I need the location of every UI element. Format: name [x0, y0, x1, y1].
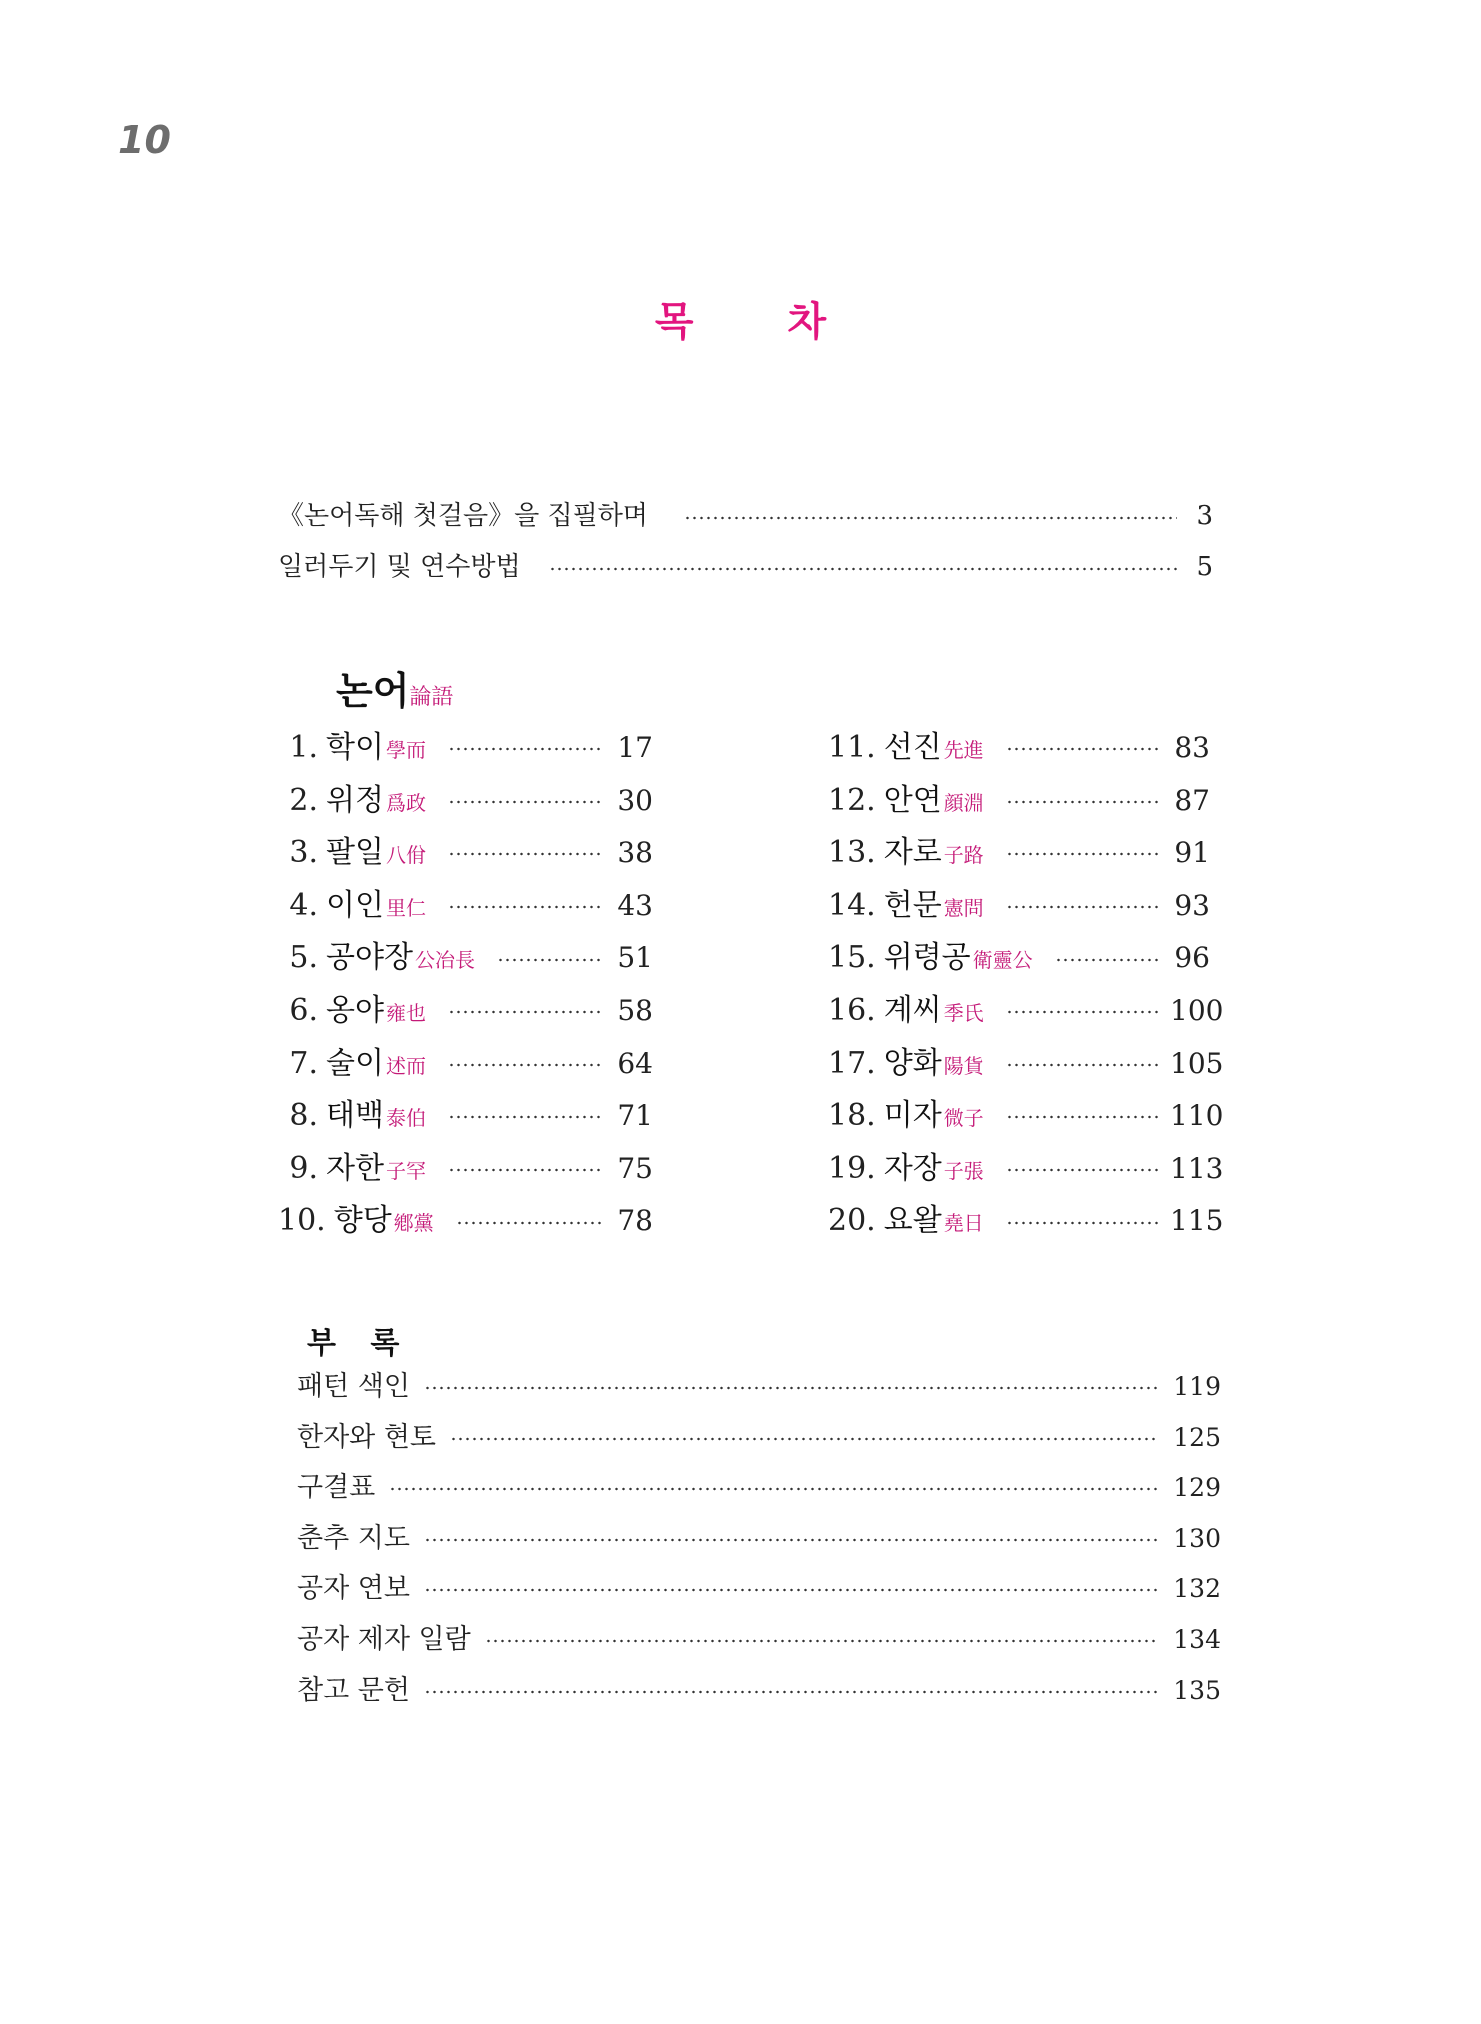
leader-dots [1006, 729, 1160, 759]
chapter-title-korean: 자한 [326, 1150, 384, 1186]
chapter-item[interactable] [828, 932, 1210, 976]
appendix-item-page: 130 [1173, 1523, 1221, 1553]
chapter-title-hanja: 陽貨 [943, 1053, 984, 1078]
chapter-page: 110 [1170, 1099, 1224, 1133]
chapter-title-korean: 술이 [326, 1045, 384, 1081]
chapter-page: 91 [1174, 836, 1210, 870]
appendix-item-label: 구결표 [297, 1472, 376, 1504]
chapter-item[interactable] [828, 827, 1210, 871]
chapter-number: 9. [289, 1150, 318, 1186]
chapter-number: 15. [828, 940, 876, 976]
chapter-item[interactable] [278, 1143, 653, 1187]
chapter-title-korean: 태백 [326, 1098, 384, 1134]
chapter-page: 30 [617, 783, 653, 817]
chapter-title-hanja: 爲政 [385, 790, 426, 815]
chapter-page: 87 [1174, 783, 1210, 817]
chapter-item[interactable] [278, 722, 653, 766]
leader-dots [1006, 992, 1160, 1022]
chapter-item[interactable] [828, 1143, 1224, 1187]
appendix-item[interactable] [297, 1566, 1221, 1605]
chapter-title-korean: 이인 [326, 887, 384, 923]
toc-item-page: 3 [1196, 501, 1213, 531]
chapter-page: 58 [617, 994, 653, 1027]
chapter-title-hanja: 雍也 [385, 1001, 426, 1025]
appendix-item-label: 참고 문헌 [297, 1674, 410, 1706]
chapter-number: 3. [289, 835, 318, 871]
chapter-page: 17 [617, 731, 653, 764]
leader-dots [1006, 887, 1160, 917]
appendix-item-label: 공자 제자 일람 [297, 1624, 471, 1655]
chapter-page: 93 [1174, 888, 1210, 922]
chapter-item[interactable] [278, 932, 653, 976]
toc-item-label: 일러두기 및 연수방법 [278, 552, 521, 582]
leader-dots [1006, 1097, 1160, 1127]
leader-dots [1055, 939, 1160, 969]
leader-dots [448, 782, 603, 812]
chapter-item[interactable] [828, 1038, 1224, 1082]
appendix-item[interactable] [297, 1465, 1221, 1504]
leader-dots [448, 1097, 603, 1127]
chapter-title-hanja: 述而 [385, 1053, 426, 1078]
leader-dots [1006, 1045, 1160, 1075]
chapter-page: 78 [617, 1204, 653, 1238]
chapter-title-korean: 향당 [333, 1203, 392, 1239]
chapter-title-hanja: 憲問 [943, 895, 984, 920]
leader-dots [1006, 1202, 1160, 1232]
chapter-page: 100 [1170, 994, 1224, 1027]
chapter-page: 71 [617, 1099, 653, 1133]
chapter-item[interactable] [828, 722, 1210, 766]
chapter-title-korean: 양화 [883, 1045, 942, 1081]
leader-dots [448, 1045, 603, 1075]
chapter-title-hanja: 子罕 [385, 1158, 426, 1183]
chapter-number: 1. [289, 730, 318, 765]
appendix-item[interactable] [297, 1364, 1221, 1403]
chapter-title-hanja: 微子 [943, 1106, 984, 1131]
leader-dots [1006, 1150, 1160, 1180]
chapter-item[interactable] [828, 775, 1210, 819]
chapter-item[interactable] [278, 985, 653, 1029]
chapter-title-hanja: 子路 [943, 843, 984, 868]
chapter-page: 96 [1174, 941, 1210, 975]
chapter-title-korean: 공야장 [326, 940, 413, 976]
appendix-item[interactable] [297, 1617, 1221, 1656]
chapter-page: 51 [617, 941, 653, 975]
leader-dots [448, 834, 603, 864]
chapter-title-hanja: 學而 [385, 738, 426, 762]
chapter-title-hanja: 里仁 [385, 895, 426, 920]
chapter-item[interactable] [828, 1195, 1224, 1239]
chapter-number: 17. [828, 1045, 876, 1081]
leader-dots [424, 1522, 1159, 1549]
leader-dots [1006, 834, 1160, 864]
appendix-item-page: 135 [1173, 1675, 1221, 1705]
chapter-title-korean: 요왈 [883, 1203, 942, 1239]
chapter-page: 43 [617, 888, 653, 922]
toc-item-page: 5 [1196, 552, 1213, 582]
chapter-title-korean: 헌문 [883, 887, 942, 923]
chapter-page: 64 [617, 1046, 653, 1080]
chapter-item[interactable] [828, 1090, 1224, 1134]
chapter-title-hanja: 季氏 [943, 1001, 984, 1025]
appendix-item-page: 119 [1173, 1372, 1221, 1401]
chapter-number: 7. [289, 1045, 318, 1081]
toc-front-item[interactable] [278, 546, 1213, 583]
chapter-title-korean: 자로 [883, 835, 942, 871]
chapter-page: 115 [1170, 1204, 1224, 1238]
chapter-item[interactable] [278, 1090, 653, 1134]
chapter-number: 18. [828, 1098, 876, 1134]
chapter-title-korean: 위령공 [883, 940, 971, 976]
chapter-page: 113 [1170, 1151, 1224, 1185]
leader-dots [497, 939, 603, 969]
appendix-item-label: 공자 연보 [297, 1573, 410, 1605]
leader-dots [448, 992, 603, 1022]
chapter-title-hanja: 衛靈公 [972, 948, 1033, 973]
leader-dots [448, 887, 603, 917]
chapter-number: 13. [828, 835, 876, 871]
chapter-page: 75 [617, 1151, 653, 1185]
leader-dots [448, 729, 603, 759]
leader-dots [424, 1674, 1159, 1701]
section-heading-hanja: 論語 [409, 685, 454, 710]
chapter-title-korean: 팔일 [326, 835, 384, 871]
chapter-title-korean: 선진 [883, 730, 942, 765]
appendix-item-page: 134 [1173, 1625, 1221, 1654]
appendix-item-page: 129 [1173, 1473, 1221, 1503]
leader-dots [448, 1150, 603, 1180]
appendix-item-label: 한자와 현토 [297, 1421, 436, 1453]
chapter-item[interactable] [278, 1195, 653, 1239]
toc-front-item[interactable] [278, 495, 1213, 532]
chapter-title-hanja: 子張 [943, 1158, 984, 1183]
section-heading-korean: 논어 [336, 669, 410, 713]
chapter-title-korean: 위정 [326, 782, 384, 818]
chapter-title-hanja: 公冶長 [414, 948, 475, 973]
leader-dots [1006, 782, 1160, 812]
leader-dots [456, 1202, 603, 1232]
chapter-number: 20. [828, 1203, 876, 1239]
chapter-page: 105 [1170, 1046, 1224, 1080]
chapter-number: 10. [278, 1203, 326, 1239]
page-title: 목 차 [654, 299, 867, 345]
chapter-number: 8. [289, 1098, 318, 1134]
appendix-item-page: 125 [1173, 1422, 1221, 1452]
chapter-title-korean: 옹야 [326, 993, 384, 1028]
chapter-title-korean: 학이 [326, 730, 384, 765]
chapter-title-hanja: 泰伯 [385, 1106, 426, 1131]
chapter-title-hanja: 堯日 [943, 1211, 984, 1236]
chapter-item[interactable] [828, 985, 1224, 1029]
leader-dots [389, 1471, 1159, 1498]
chapter-title-korean: 계씨 [883, 993, 942, 1028]
chapter-title-hanja: 八佾 [385, 843, 426, 868]
appendix-heading: 부 록 [307, 1326, 412, 1361]
leader-dots [424, 1370, 1159, 1397]
chapter-item[interactable] [278, 1038, 653, 1082]
chapter-title-hanja: 鄕黨 [393, 1211, 434, 1236]
chapter-number: 12. [828, 782, 876, 818]
appendix-item[interactable] [297, 1668, 1221, 1707]
chapter-number: 4. [289, 887, 318, 923]
appendix-item[interactable] [297, 1415, 1221, 1454]
appendix-item-label: 춘추 지도 [297, 1522, 410, 1554]
toc-item-label: 《논어독해 첫걸음》을 집필하며 [278, 501, 648, 531]
leader-dots [549, 552, 1177, 578]
leader-dots [450, 1421, 1159, 1448]
leader-dots [485, 1623, 1159, 1650]
chapter-title-korean: 안연 [883, 782, 942, 818]
appendix-item-label: 패턴 색인 [297, 1371, 410, 1402]
chapter-title-hanja: 顔淵 [943, 790, 984, 815]
chapter-number: 16. [828, 993, 876, 1028]
chapter-number: 5. [289, 940, 318, 976]
appendix-item[interactable] [297, 1516, 1221, 1555]
appendix-item-page: 132 [1173, 1574, 1221, 1604]
chapter-item[interactable] [278, 880, 653, 924]
chapter-number: 19. [828, 1150, 876, 1186]
chapter-number: 2. [289, 782, 318, 818]
chapter-number: 11. [828, 730, 876, 765]
chapter-page: 83 [1174, 731, 1210, 764]
chapter-number: 6. [289, 993, 318, 1028]
section-heading [336, 660, 453, 715]
leader-dots [684, 501, 1177, 527]
chapter-item[interactable] [278, 775, 653, 819]
chapter-title-korean: 미자 [883, 1098, 942, 1134]
page-number: 10 [118, 118, 171, 162]
leader-dots [424, 1572, 1159, 1599]
chapter-item[interactable] [828, 880, 1210, 924]
chapter-number: 14. [828, 887, 876, 923]
chapter-title-hanja: 先進 [943, 738, 984, 762]
chapter-item[interactable] [278, 827, 653, 871]
chapter-page: 38 [617, 836, 653, 870]
chapter-title-korean: 자장 [883, 1150, 942, 1186]
